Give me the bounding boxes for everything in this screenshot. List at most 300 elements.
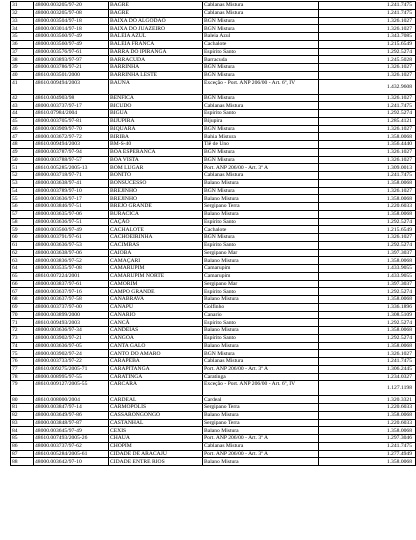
table-row — [11, 164, 416, 172]
process-number-cell: 48000.003718/97-71 — [34, 172, 109, 180]
price-value-cell: 1.292.5274 — [319, 319, 416, 327]
table-row — [11, 334, 416, 342]
table-row — [11, 148, 416, 156]
reference-group-cell: Camarupim — [203, 265, 319, 273]
table-row — [11, 404, 416, 412]
reference-group-cell: Sergipano Mar — [203, 249, 319, 257]
fields-table-body — [11, 2, 416, 466]
table-row — [11, 435, 416, 443]
price-value-cell: 1.292.5274 — [319, 288, 416, 296]
table-row — [11, 117, 416, 125]
table-row — [11, 358, 416, 366]
process-number-cell: 48000.003846/97-51 — [34, 203, 109, 211]
price-value-cell: 1.326.1027 — [319, 125, 416, 133]
row-number-cell: 51 — [11, 164, 34, 172]
process-number-cell: 48000.003848/97-87 — [34, 419, 109, 427]
field-name-cell: BREJO GRANDE — [109, 203, 203, 211]
process-number-cell: 48000.003645/97-49 — [34, 427, 109, 435]
table-row — [11, 71, 416, 79]
reference-group-cell: Sergipano Terra — [203, 404, 319, 412]
table-row — [11, 218, 416, 226]
table-row — [11, 373, 416, 381]
field-name-cell: BARRA DO IPIRANGA — [109, 48, 203, 56]
table-row — [11, 33, 416, 41]
field-name-cell: BALEIA AZUL — [109, 33, 203, 41]
table-row — [11, 381, 416, 396]
process-number-cell: 48000.003636/97-17 — [34, 195, 109, 203]
field-name-cell: BALEIA FRANCA — [109, 40, 203, 48]
table-row — [11, 125, 416, 133]
table-row — [11, 280, 416, 288]
table-row — [11, 257, 416, 265]
field-name-cell: CARAPEBA — [109, 358, 203, 366]
row-number-cell: 46 — [11, 125, 34, 133]
reference-group-cell: Canario — [203, 311, 319, 319]
price-value-cell: 1.326.1027 — [319, 94, 416, 102]
table-row — [11, 56, 416, 64]
process-number-cell: 48000.003902/97-24 — [34, 350, 109, 358]
process-number-cell: 48610.07984/2004 — [34, 110, 109, 118]
process-number-cell: 48000.003787/97-94 — [34, 148, 109, 156]
price-value-cell: 1.292.5274 — [319, 334, 416, 342]
price-value-cell: 1.358.0068 — [319, 427, 416, 435]
field-name-cell: BREJINHO — [109, 195, 203, 203]
reference-group-cell: Port. ANP 206/00 - Art. 3º A — [203, 435, 319, 443]
reference-group-cell: Cablanas Mistura — [203, 102, 319, 110]
row-number-cell: 65 — [11, 272, 34, 280]
field-name-cell: CAMARUPIM NORTE — [109, 272, 203, 280]
process-number-cell: 48000.003638/97-41 — [34, 179, 109, 187]
process-number-cell: 48000.003649/97-86 — [34, 411, 109, 419]
price-value-cell: 1.358.0068 — [319, 179, 416, 187]
table-row — [11, 102, 416, 110]
table-row — [11, 442, 416, 450]
field-name-cell: CAMAÇARI — [109, 257, 203, 265]
row-number-cell: 66 — [11, 280, 34, 288]
field-name-cell: BOM LUGAR — [109, 164, 203, 172]
process-number-cell: 48000.003791/97-61 — [34, 234, 109, 242]
reference-group-cell: Tiê de Uno — [203, 141, 319, 149]
price-value-cell: 1.320.3321 — [319, 396, 416, 404]
field-name-cell: CACHOEIRINHA — [109, 234, 203, 242]
row-number-cell: 59 — [11, 226, 34, 234]
process-number-cell: 48000.003637/97-58 — [34, 296, 109, 304]
field-name-cell: CAÇÃO — [109, 218, 203, 226]
process-number-cell: 48000.003705/97-81 — [34, 117, 109, 125]
row-number-cell: 87 — [11, 450, 34, 458]
process-number-cell: 48610.008000/2004 — [34, 396, 109, 404]
reference-group-cell: Sergipano Terra — [203, 203, 319, 211]
price-value-cell: 1.308.5109 — [319, 311, 416, 319]
process-number-cell: 48610.005285/2005-13 — [34, 164, 109, 172]
process-number-cell: 48000.003733/97-22 — [34, 358, 109, 366]
row-number-cell: 53 — [11, 179, 34, 187]
reference-group-cell: Espírito Santo — [203, 241, 319, 249]
process-number-cell: 48610.009494/2003 — [34, 79, 109, 94]
price-value-cell: 1.234.0327 — [319, 373, 416, 381]
row-number-cell: 31 — [11, 2, 34, 10]
table-row — [11, 195, 416, 203]
row-number-cell: 58 — [11, 218, 34, 226]
price-value-cell: 1.297.3046 — [319, 435, 416, 443]
table-row — [11, 40, 416, 48]
price-value-cell: 1.358.0068 — [319, 342, 416, 350]
field-name-cell: BM-S-40 — [109, 141, 203, 149]
table-row — [11, 365, 416, 373]
field-name-cell: CASSARONGONGO — [109, 411, 203, 419]
table-row — [11, 48, 416, 56]
field-name-cell: CANTO DO AMARO — [109, 350, 203, 358]
process-number-cell: 48000.003902/97-21 — [34, 334, 109, 342]
row-number-cell: 62 — [11, 249, 34, 257]
table-row — [11, 179, 416, 187]
table-row — [11, 241, 416, 249]
row-number-cell: 54 — [11, 187, 34, 195]
field-name-cell: CASTANHAL — [109, 419, 203, 427]
process-number-cell: 48000.003737/97-17 — [34, 102, 109, 110]
reference-group-cell: Port. ANP 206/00 - Art. 3º A — [203, 164, 319, 172]
reference-group-cell: BGN Mistura — [203, 64, 319, 72]
row-number-cell: 75 — [11, 350, 34, 358]
reference-group-cell: BGN Mistura — [203, 125, 319, 133]
price-value-cell: 1.433.9055 — [319, 265, 416, 273]
row-number-cell: 55 — [11, 195, 34, 203]
table-row — [11, 94, 416, 102]
row-number-cell: 86 — [11, 442, 34, 450]
reference-group-cell: BGN Mistura — [203, 148, 319, 156]
reference-group-cell: Espírito Santo — [203, 48, 319, 56]
reference-group-cell: Balano Mistura — [203, 327, 319, 335]
row-number-cell: 50 — [11, 156, 34, 164]
table-row — [11, 311, 416, 319]
reference-group-cell: Balano Mistura — [203, 257, 319, 265]
field-name-cell: CACHALOTE — [109, 226, 203, 234]
process-number-cell: 48000.003560/97-49 — [34, 226, 109, 234]
reference-group-cell: Balano Mistura — [203, 411, 319, 419]
field-name-cell: BONITO — [109, 172, 203, 180]
table-row — [11, 2, 416, 10]
process-number-cell: 48000.003847/97-14 — [34, 404, 109, 412]
process-number-cell: 48000.003560/97-49 — [34, 40, 109, 48]
row-number-cell: 74 — [11, 342, 34, 350]
process-number-cell: 48610.003501/2000 — [34, 71, 109, 79]
reference-group-cell: Balano Mistura — [203, 427, 319, 435]
process-number-cell: 48000.003837/97-61 — [34, 280, 109, 288]
table-row — [11, 265, 416, 273]
process-number-cell: 48610.009127/2005-55 — [34, 381, 109, 396]
row-number-cell: 41 — [11, 79, 34, 94]
process-number-cell: 48000.003014/97-18 — [34, 25, 109, 33]
reference-group-cell: Espírito Santo — [203, 288, 319, 296]
process-number-cell: 48610.009275/2005-71 — [34, 365, 109, 373]
price-value-cell: 1.336.1896 — [319, 303, 416, 311]
field-name-cell: CANARIO — [109, 311, 203, 319]
reference-group-cell: Exceção - Port. ANP 206/00 - Art. 6º, IV — [203, 381, 319, 396]
field-name-cell: CHAUA — [109, 435, 203, 443]
row-number-cell: 76 — [11, 358, 34, 366]
reference-group-cell: Espírito Santo — [203, 334, 319, 342]
price-value-cell: 1.358.0068 — [319, 210, 416, 218]
price-value-cell: 1.326.1027 — [319, 64, 416, 72]
field-name-cell: BIQUARA — [109, 125, 203, 133]
row-number-cell: 36 — [11, 40, 34, 48]
process-number-cell: 48000.003576/97-61 — [34, 48, 109, 56]
table-row — [11, 141, 416, 149]
price-value-cell: 1.358.0068 — [319, 257, 416, 265]
process-number-cell: 48610.009494/2003 — [34, 141, 109, 149]
reference-group-cell: Barracuda — [203, 56, 319, 64]
price-value-cell: 1.326.1027 — [319, 234, 416, 242]
field-name-cell: BAIXA DO ALGODAO — [109, 17, 203, 25]
process-number-cell: 48000.003786/97-21 — [34, 64, 109, 72]
price-value-cell: 1.220.6033 — [319, 203, 416, 211]
price-value-cell: 1.292.5274 — [319, 48, 416, 56]
reference-group-cell: Balano Mistura — [203, 458, 319, 466]
reference-group-cell: Balano Mistura — [203, 195, 319, 203]
row-number-cell: 70 — [11, 311, 34, 319]
price-value-cell: 1.397.3037 — [319, 280, 416, 288]
row-number-cell: 88 — [11, 458, 34, 466]
reference-group-cell: Camarupim — [203, 272, 319, 280]
table-row — [11, 25, 416, 33]
reference-group-cell: BGN Mistura — [203, 17, 319, 25]
field-name-cell: CAIOBA — [109, 249, 203, 257]
reference-group-cell: Cablanas Mistura — [203, 2, 319, 10]
reference-group-cell: Espírito Santo — [203, 319, 319, 327]
row-number-cell: 48 — [11, 141, 34, 149]
price-value-cell: 1.326.1027 — [319, 17, 416, 25]
table-row — [11, 296, 416, 304]
reference-group-cell: BGN Mistura — [203, 71, 319, 79]
reference-group-cell: Bahia Mistura — [203, 133, 319, 141]
row-number-cell: 81 — [11, 404, 34, 412]
field-name-cell: CAMPO GRANDE — [109, 288, 203, 296]
price-value-cell: 1.241.7475 — [319, 442, 416, 450]
price-value-cell: 1.343.7085 — [319, 33, 416, 41]
row-number-cell: 68 — [11, 296, 34, 304]
price-value-cell: 1.326.1027 — [319, 148, 416, 156]
field-name-cell: CANABRAVA — [109, 296, 203, 304]
price-value-cell: 1.358.0068 — [319, 133, 416, 141]
row-number-cell: 33 — [11, 17, 34, 25]
row-number-cell: 38 — [11, 56, 34, 64]
price-value-cell: 1.326.1027 — [319, 187, 416, 195]
process-number-cell: 48000.003737/97-00 — [34, 303, 109, 311]
table-row — [11, 79, 416, 94]
price-value-cell: 1.292.5274 — [319, 241, 416, 249]
row-number-cell: 71 — [11, 319, 34, 327]
field-name-cell: BIRIBA — [109, 133, 203, 141]
field-name-cell: BREJINHO — [109, 187, 203, 195]
field-name-cell: BARRACUDA — [109, 56, 203, 64]
reference-group-cell: Cablanas Mistura — [203, 172, 319, 180]
reference-group-cell: Port. ANP 206/00 - Art. 3º A — [203, 450, 319, 458]
reference-group-cell: Espírito Santo — [203, 110, 319, 118]
price-value-cell: 1.326.1027 — [319, 71, 416, 79]
price-value-cell: 1.245.5028 — [319, 56, 416, 64]
field-name-cell: CACIMBAS — [109, 241, 203, 249]
price-value-cell: 1.358.0068 — [319, 458, 416, 466]
table-row — [11, 411, 416, 419]
price-value-cell: 1.215.6549 — [319, 40, 416, 48]
field-name-cell: BAUNA — [109, 79, 203, 94]
row-number-cell: 35 — [11, 33, 34, 41]
process-number-cell: 48000.003205/97-20 — [34, 2, 109, 10]
row-number-cell: 83 — [11, 419, 34, 427]
process-number-cell: 48000.003789/97-10 — [34, 187, 109, 195]
process-number-cell: 48000.003893/97-97 — [34, 56, 109, 64]
process-number-cell: 48000.003788/97-57 — [34, 156, 109, 164]
process-number-cell: 48000.003205/97-08 — [34, 9, 109, 17]
reference-group-cell: Balano Mistura — [203, 296, 319, 304]
field-name-cell: BARRINHA LESTE — [109, 71, 203, 79]
table-row — [11, 234, 416, 242]
price-value-cell: 1.309.0013 — [319, 164, 416, 172]
field-name-cell: BIJUPIRA — [109, 117, 203, 125]
price-value-cell: 1.292.5274 — [319, 110, 416, 118]
table-row — [11, 327, 416, 335]
field-name-cell: CHOPIM — [109, 442, 203, 450]
row-number-cell: 43 — [11, 102, 34, 110]
price-value-cell: 1.220.6033 — [319, 419, 416, 427]
process-number-cell: 48000.003909/97-70 — [34, 125, 109, 133]
row-number-cell: 42 — [11, 94, 34, 102]
field-name-cell: CANTA GALO — [109, 342, 203, 350]
row-number-cell: 72 — [11, 327, 34, 335]
process-number-cell: 48610.004903/98 — [34, 94, 109, 102]
price-value-cell: 1.241.7475 — [319, 9, 416, 17]
price-value-cell: 1.326.1027 — [319, 25, 416, 33]
row-number-cell: 61 — [11, 241, 34, 249]
field-name-cell: BOA VISTA — [109, 156, 203, 164]
process-number-cell: 48000.003672/97-72 — [34, 133, 109, 141]
table-row — [11, 210, 416, 218]
reference-group-cell: Balano Mistura — [203, 179, 319, 187]
row-number-cell: 78 — [11, 373, 34, 381]
table-row — [11, 458, 416, 466]
table-row — [11, 350, 416, 358]
row-number-cell: 47 — [11, 133, 34, 141]
reference-group-cell: Golfinho — [203, 303, 319, 311]
table-row — [11, 203, 416, 211]
price-value-cell: 1.215.6549 — [319, 226, 416, 234]
table-row — [11, 133, 416, 141]
price-value-cell: 1.220.6033 — [319, 404, 416, 412]
field-name-cell: CARATINGA — [109, 373, 203, 381]
process-number-cell: 48000.003504/97-18 — [34, 17, 109, 25]
row-number-cell: 57 — [11, 210, 34, 218]
reference-group-cell: Cachalote — [203, 40, 319, 48]
price-value-cell: 1.326.1027 — [319, 350, 416, 358]
table-row — [11, 156, 416, 164]
field-name-cell: CARDEAL — [109, 396, 203, 404]
price-value-cell: 1.358.0068 — [319, 411, 416, 419]
row-number-cell: 77 — [11, 365, 34, 373]
table-row — [11, 288, 416, 296]
field-name-cell: BAIXA DO JUAZEIRO — [109, 25, 203, 33]
row-number-cell: 37 — [11, 48, 34, 56]
price-value-cell: 1.241.7475 — [319, 102, 416, 110]
reference-group-cell: Cablanas Mistura — [203, 442, 319, 450]
field-name-cell: CAMORIM — [109, 280, 203, 288]
fields-table — [10, 1, 416, 466]
table-row — [11, 303, 416, 311]
price-value-cell: 1.241.7475 — [319, 2, 416, 10]
table-row — [11, 419, 416, 427]
price-value-cell: 1.432.9608 — [319, 79, 416, 94]
table-row — [11, 17, 416, 25]
row-number-cell: 84 — [11, 427, 34, 435]
reference-group-cell: Cardeal — [203, 396, 319, 404]
process-number-cell: 48000.003836/97-52 — [34, 257, 109, 265]
reference-group-cell: Cablanas Mistura — [203, 358, 319, 366]
price-value-cell: 1.397.3037 — [319, 249, 416, 257]
field-name-cell: BICUDO — [109, 102, 203, 110]
field-name-cell: CIDADE ENTRE RIOS — [109, 458, 203, 466]
row-number-cell: 82 — [11, 411, 34, 419]
row-number-cell: 79 — [11, 381, 34, 396]
row-number-cell: 49 — [11, 148, 34, 156]
process-number-cell: 48000.003899/2000 — [34, 311, 109, 319]
price-value-cell: 1.326.1027 — [319, 156, 416, 164]
process-number-cell: 48000.003635/97-06 — [34, 210, 109, 218]
field-name-cell: BAGRE — [109, 2, 203, 10]
reference-group-cell: Port. ANP 206/00 - Art. 3º A — [203, 365, 319, 373]
price-value-cell: 1.292.5274 — [319, 218, 416, 226]
field-name-cell: CANGOA — [109, 334, 203, 342]
table-row — [11, 110, 416, 118]
process-number-cell: 48610.005284/2005-61 — [34, 450, 109, 458]
process-number-cell: 48610.009493/2003 — [34, 319, 109, 327]
row-number-cell: 40 — [11, 71, 34, 79]
field-name-cell: BIGUÁ — [109, 110, 203, 118]
price-value-cell: 1.358.0068 — [319, 327, 416, 335]
price-value-cell: 1.433.9055 — [319, 272, 416, 280]
field-name-cell: CARAPITANGA — [109, 365, 203, 373]
field-name-cell: CARCARÁ — [109, 381, 203, 396]
row-number-cell: 85 — [11, 435, 34, 443]
process-number-cell: 48000.003636/97-34 — [34, 327, 109, 335]
field-name-cell: CANDEIAS — [109, 327, 203, 335]
row-number-cell: 73 — [11, 334, 34, 342]
row-number-cell: 67 — [11, 288, 34, 296]
row-number-cell: 52 — [11, 172, 34, 180]
reference-group-cell: Cachalote — [203, 226, 319, 234]
field-name-cell: BURACICA — [109, 210, 203, 218]
reference-group-cell: BGN Mistura — [203, 187, 319, 195]
row-number-cell: 39 — [11, 64, 34, 72]
reference-group-cell: Espírito Santo — [203, 218, 319, 226]
field-name-cell: BOA ESPERANCA — [109, 148, 203, 156]
table-row — [11, 319, 416, 327]
process-number-cell: 48000.003737/97-62 — [34, 442, 109, 450]
field-name-cell: BAGRE — [109, 9, 203, 17]
price-value-cell: 1.241.7475 — [319, 358, 416, 366]
table-row — [11, 187, 416, 195]
process-number-cell: 48000.003642/97-10 — [34, 458, 109, 466]
reference-group-cell: BGN Mistura — [203, 156, 319, 164]
reference-group-cell: Cablanas Mistura — [203, 9, 319, 17]
row-number-cell: 60 — [11, 234, 34, 242]
row-number-cell: 34 — [11, 25, 34, 33]
table-row — [11, 172, 416, 180]
price-value-cell: 1.306.2445 — [319, 365, 416, 373]
price-value-cell: 1.127.1198 — [319, 381, 416, 396]
table-row — [11, 396, 416, 404]
row-number-cell: 44 — [11, 110, 34, 118]
reference-group-cell: BGN Mistura — [203, 234, 319, 242]
reference-group-cell: Bijupira — [203, 117, 319, 125]
